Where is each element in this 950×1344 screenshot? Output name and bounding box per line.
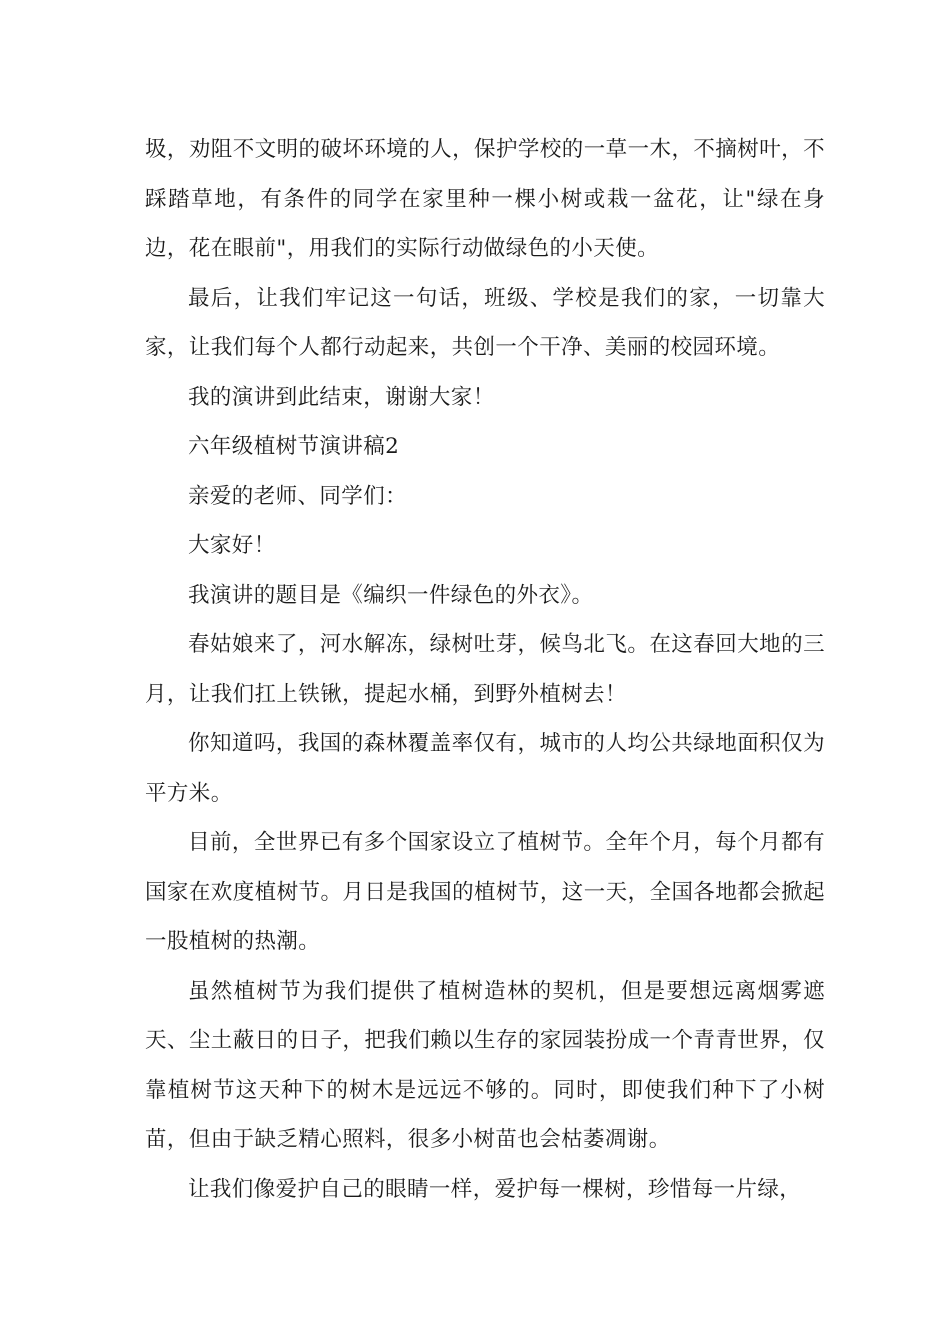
paragraph-9: 你知道吗，我国的森林覆盖率仅有，城市的人均公共绿地面积仅为平方米。 xyxy=(145,731,825,806)
paragraph-12: 让我们像爱护自己的眼睛一样，爱护每一棵树，珍惜每一片绿， xyxy=(188,1176,802,1202)
paragraph-1: 圾，劝阻不文明的破坏环境的人，保护学校的一草一木，不摘树叶，不踩踏草地，有条件的同学在家里种一棵小树或栽一盆花，让"绿在身边，花在眼前"，用我们的实际行动做绿色的小天使。 xyxy=(145,137,825,261)
paragraph-10: 目前，全世界已有多个国家设立了植树节。全年个月，每个月都有国家在欢度植树节。月日是我国的植树节，这一天，全国各地都会掀起一股植树的热潮。 xyxy=(145,830,825,954)
document-body xyxy=(145,125,825,1214)
salutation: 亲爱的老师、同学们： xyxy=(188,483,408,509)
paragraph-3: 我的演讲到此结束，谢谢大家！ xyxy=(188,384,495,410)
paragraph-8: 春姑娘来了，河水解冻，绿树吐芽，候鸟北飞。在这春回大地的三月，让我们扛上铁锹，提起水桶，到野外植树去！ xyxy=(145,632,825,707)
paragraph-2: 最后，让我们牢记这一句话，班级、学校是我们的家，一切靠大家，让我们每个人都行动起来，共创一个干净、美丽的校园环境。 xyxy=(145,285,825,360)
paragraph-11: 虽然植树节为我们提供了植树造林的契机，但是要想远离烟雾遮天、尘土蔽日的日子，把我们赖以生存的家园装扮成一个青青世界，仅靠植树节这天种下的树木是远远不够的。同时，即使我们种下了小树苗，但由于缺乏精心照料，很多小树苗也会枯萎凋谢。 xyxy=(145,978,825,1152)
section-heading: 六年级植树节演讲稿2 xyxy=(188,434,400,459)
speech-topic: 我演讲的题目是《编织一件绿色的外衣》。 xyxy=(188,582,594,608)
greeting: 大家好！ xyxy=(188,533,276,558)
